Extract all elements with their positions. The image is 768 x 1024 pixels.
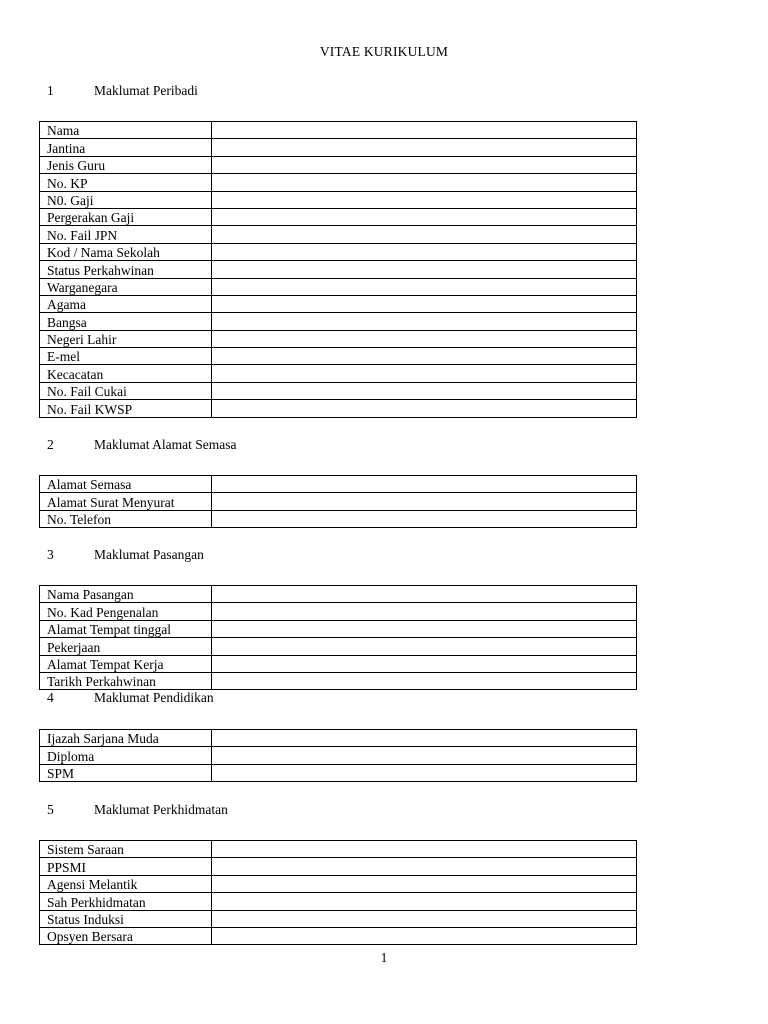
- form-row: [40, 156, 637, 173]
- field-label: Diploma: [40, 747, 212, 764]
- field-label: Ijazah Sarjana Muda: [40, 730, 212, 747]
- form-row: [40, 493, 637, 510]
- field-value-cell[interactable]: [212, 382, 637, 399]
- field-value-cell[interactable]: [212, 655, 637, 672]
- field-label: No. KP: [40, 174, 212, 191]
- form-row: [40, 330, 637, 347]
- form-row: [40, 208, 637, 225]
- field-label: Sistem Saraan: [40, 841, 212, 858]
- field-label: No. Fail KWSP: [40, 400, 212, 417]
- form-row: [40, 400, 637, 417]
- field-label: N0. Gaji: [40, 191, 212, 208]
- field-value-cell[interactable]: [212, 620, 637, 637]
- section-title: Maklumat Perkhidmatan: [94, 802, 228, 817]
- form-row: [40, 672, 637, 689]
- field-value-cell[interactable]: [212, 365, 637, 382]
- field-value-cell[interactable]: [212, 586, 637, 603]
- field-value-cell[interactable]: [212, 893, 637, 910]
- field-label: Alamat Semasa: [40, 476, 212, 493]
- field-value-cell[interactable]: [212, 400, 637, 417]
- section-title: Maklumat Pasangan: [94, 547, 204, 562]
- section-number: 5: [47, 802, 54, 817]
- form-row: [40, 139, 637, 156]
- service-info-table: [39, 840, 637, 945]
- field-label: Opsyen Bersara: [40, 927, 212, 944]
- form-row: [40, 243, 637, 260]
- field-label: Jenis Guru: [40, 156, 212, 173]
- field-value-cell[interactable]: [212, 156, 637, 173]
- field-value-cell[interactable]: [212, 261, 637, 278]
- form-row: [40, 841, 637, 858]
- field-value-cell[interactable]: [212, 191, 637, 208]
- education-info-table: [39, 729, 637, 782]
- form-row: [40, 875, 637, 892]
- form-row: [40, 476, 637, 493]
- field-label: Alamat Surat Menyurat: [40, 493, 212, 510]
- form-row: [40, 365, 637, 382]
- field-label: Jantina: [40, 139, 212, 156]
- form-row: [40, 655, 637, 672]
- section-number: 2: [47, 437, 54, 452]
- section-number: 1: [47, 83, 54, 98]
- field-value-cell[interactable]: [212, 910, 637, 927]
- field-value-cell[interactable]: [212, 841, 637, 858]
- field-label: No. Telefon: [40, 510, 212, 527]
- field-value-cell[interactable]: [212, 243, 637, 260]
- field-value-cell[interactable]: [212, 638, 637, 655]
- section-title: Maklumat Peribadi: [94, 83, 198, 98]
- field-value-cell[interactable]: [212, 278, 637, 295]
- field-label: Bangsa: [40, 313, 212, 330]
- field-label: Tarikh Perkahwinan: [40, 672, 212, 689]
- field-label: Agensi Melantik: [40, 875, 212, 892]
- form-row: [40, 122, 637, 139]
- form-row: [40, 586, 637, 603]
- field-value-cell[interactable]: [212, 174, 637, 191]
- form-row: [40, 313, 637, 330]
- section-number: 4: [47, 690, 54, 705]
- form-row: [40, 382, 637, 399]
- field-label: Alamat Tempat Kerja: [40, 655, 212, 672]
- field-label: Status Induksi: [40, 910, 212, 927]
- field-label: No. Fail JPN: [40, 226, 212, 243]
- field-label: No. Kad Pengenalan: [40, 603, 212, 620]
- field-label: PPSMI: [40, 858, 212, 875]
- field-value-cell[interactable]: [212, 858, 637, 875]
- field-value-cell[interactable]: [212, 747, 637, 764]
- personal-info-table: [39, 121, 637, 418]
- field-value-cell[interactable]: [212, 493, 637, 510]
- form-row: [40, 764, 637, 781]
- form-row: [40, 603, 637, 620]
- field-label: Alamat Tempat tinggal: [40, 620, 212, 637]
- section-number: 3: [47, 547, 54, 562]
- field-label: Pergerakan Gaji: [40, 208, 212, 225]
- field-value-cell[interactable]: [212, 927, 637, 944]
- field-label: Negeri Lahir: [40, 330, 212, 347]
- field-value-cell[interactable]: [212, 764, 637, 781]
- field-label: No. Fail Cukai: [40, 382, 212, 399]
- field-label: Kod / Nama Sekolah: [40, 243, 212, 260]
- form-row: [40, 730, 637, 747]
- field-value-cell[interactable]: [212, 139, 637, 156]
- field-label: Nama Pasangan: [40, 586, 212, 603]
- field-value-cell[interactable]: [212, 295, 637, 312]
- field-value-cell[interactable]: [212, 226, 637, 243]
- form-row: [40, 261, 637, 278]
- field-value-cell[interactable]: [212, 122, 637, 139]
- field-value-cell[interactable]: [212, 672, 637, 689]
- field-label: Sah Perkhidmatan: [40, 893, 212, 910]
- form-row: [40, 927, 637, 944]
- section-title: Maklumat Alamat Semasa: [94, 437, 237, 452]
- field-label: Nama: [40, 122, 212, 139]
- form-row: [40, 191, 637, 208]
- field-label: Status Perkahwinan: [40, 261, 212, 278]
- field-label: E-mel: [40, 348, 212, 365]
- field-value-cell[interactable]: [212, 730, 637, 747]
- form-row: [40, 226, 637, 243]
- field-label: Agama: [40, 295, 212, 312]
- field-value-cell[interactable]: [212, 875, 637, 892]
- form-row: [40, 174, 637, 191]
- form-row: [40, 747, 637, 764]
- field-value-cell[interactable]: [212, 330, 637, 347]
- field-label: Warganegara: [40, 278, 212, 295]
- field-value-cell[interactable]: [212, 476, 637, 493]
- form-row: [40, 278, 637, 295]
- field-label: SPM: [40, 764, 212, 781]
- form-row: [40, 638, 637, 655]
- form-row: [40, 893, 637, 910]
- form-row: [40, 620, 637, 637]
- form-row: [40, 858, 637, 875]
- document-title: VITAE KURIKULUM: [319, 44, 449, 59]
- field-value-cell[interactable]: [212, 603, 637, 620]
- page-number: 1: [380, 950, 388, 965]
- address-info-table: [39, 475, 637, 528]
- form-row: [40, 348, 637, 365]
- spouse-info-table: [39, 585, 637, 690]
- form-row: [40, 910, 637, 927]
- form-row: [40, 295, 637, 312]
- field-value-cell[interactable]: [212, 313, 637, 330]
- form-row: [40, 510, 637, 527]
- field-label: Pekerjaan: [40, 638, 212, 655]
- field-value-cell[interactable]: [212, 510, 637, 527]
- field-label: Kecacatan: [40, 365, 212, 382]
- section-title: Maklumat Pendidikan: [94, 690, 214, 705]
- field-value-cell[interactable]: [212, 348, 637, 365]
- field-value-cell[interactable]: [212, 208, 637, 225]
